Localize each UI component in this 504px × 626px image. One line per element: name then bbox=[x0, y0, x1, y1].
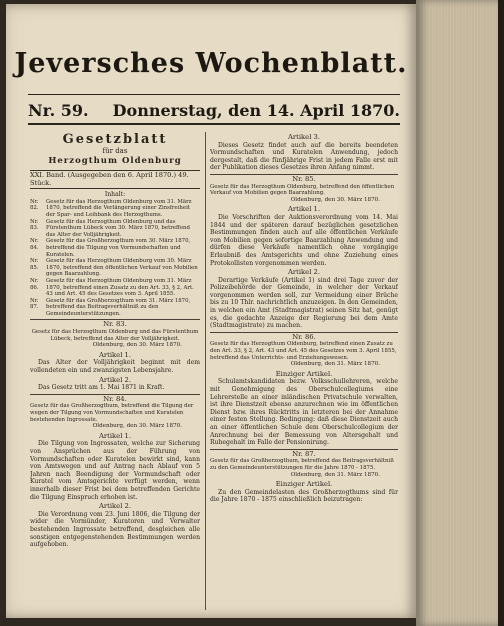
article-heading: Einziger Artikel. bbox=[275, 480, 333, 489]
law-86-title: Gesetz für das Herzogthum Oldenburg, betreffend einen Zusatz zu den Art. 33, § 2, Art. 43 und Art. 45 des Gesetzes vom 3. April 1855, betreffend das Unterrichts- und Erziehungswesen. bbox=[210, 341, 397, 361]
issue-date: Donnerstag, den 14. April 1870. bbox=[112, 101, 400, 120]
article-heading: Einziger Artikel. bbox=[275, 369, 333, 378]
article-text: Das Gesetz tritt am 1. Mai 1871 in Kraft. bbox=[38, 384, 165, 392]
law-85-date: Oldenburg, den 30. März 1870. bbox=[290, 196, 380, 203]
article-text: Das Alter der Volljährigkeit beginnt mit dem vollendeten ein und zwanzigsten Lebensjahre. bbox=[30, 359, 200, 375]
article-heading: Artikel 1. bbox=[98, 350, 132, 359]
book-edge-shadow bbox=[498, 0, 504, 626]
article-text: Schulamtskandidaten bezw. Volksschullehreren, welche mit Genehmigung des Oberschulcollegiums eine Lehrerstelle an einer inländischen Privatschule verwalten, ist ihre Dienstzeit ebenso anzurechnen wie im öffentlichen Dienst bzw. ihres Rücktritts in letzteren bei der Annahme einer festen Stellung. Bedingung: daß diese Dienstzeit auch an einer öffentlichen Schule dem Oberschulcollegium der Anrechnung bei der Bemessung von Altersgehalt und Ruhegehalt im Falle der Pensionirung. bbox=[210, 378, 398, 447]
book-page-edges bbox=[416, 0, 498, 626]
law-84-title: Gesetz für das Großherzogthum, betreffend die Tilgung der wegen der Tilgung von Vormundschaften und Kuratelen bestehenden Ingrossate. bbox=[30, 403, 194, 423]
article-heading: Artikel 3. bbox=[287, 133, 321, 141]
article-heading: Artikel 2. bbox=[98, 502, 132, 511]
gesetzblatt-state: Herzogthum Oldenburg bbox=[48, 156, 182, 166]
inhalt-heading: Inhalt: bbox=[104, 191, 126, 199]
band-line bbox=[30, 170, 200, 189]
masthead-rule-top bbox=[28, 94, 400, 95]
column-separator bbox=[205, 132, 206, 610]
article-text: Derartige Verkäufe (Artikel 1) sind drei Tage zuvor der Polizeibehörde der Gemeinde, in welcher der Verkauf vorgenommen werden soll, zur Vermeidung einer Brüche bis zu 10 Thlr. nachrichtlich anzuzeigen. In den Gemeinden, in welchen ein Amt (Stadtmagistrat) seinen Sitz hat, genügt es, die gedachte Anzeige der Regierung bei dem Amte (Stadtmagistrate) zu machen. bbox=[210, 276, 398, 330]
inhalt-item: Nr. 83. Gesetz für das Herzogthum Oldenburg und das Fürstenthum Lübeck vom 30. März 1870, betreffend das Alter der Volljährigkeit. bbox=[30, 218, 190, 238]
article-text: Dieses Gesetz findet auch auf die bereits beendeten Vormundschaften und Kuratelen Anwendung, jedoch dergestalt, daß die fünfjährige Frist in jedem Falle erst mit der Publikation dieses Gesetzes ihren Anfang nimmt. bbox=[210, 141, 398, 172]
law-87-title: Gesetz für das Großherzogthum, betreffend das Beitragsverhältniß zu den Gemeindeunterstützungen für die Jahre 1870 - 1875. bbox=[210, 458, 394, 471]
law-86-date: Oldenburg, den 31. März 1870. bbox=[290, 361, 380, 368]
article-heading: Artikel 2. bbox=[98, 375, 132, 384]
right-column bbox=[210, 132, 398, 612]
article-text: Die Tilgung von Ingrossaten, welche zur Sicherung von Ansprüchen aus der Führung von Vormundschaften oder Kuratelen bewirkt sind, kann von Amtswegen und auf Antrag nach Ablauf von 5 Jahren nach Beendigung der Vormundschaft oder Kuratel vom Amtsgerichte verfügt werden, wenn innerhalb dieser Frist bei dem betreffenden Gerichte die Tilgung Einspruch erhoben ist. bbox=[30, 440, 200, 501]
article-heading: Artikel 2. bbox=[287, 268, 321, 277]
article-text: Zu den Gemeindelasten des Großherzogthums sind für die Jahre 1870 - 1875 einschließlich beizutragen: bbox=[210, 488, 398, 504]
law-87-heading: Nr. 87. bbox=[210, 449, 398, 459]
inhalt-list bbox=[30, 199, 200, 318]
article-text: Die Vorschriften der Auktionsverordnung vom 14. Mai 1844 und der späteren darauf bezüglichen gesetzlichen Bestimmungen finden auch auf alle öffentlichen Verkäufe von Mobilien gegen sofortige Baarzahlung Anwendung und dürfen diese Verkäufe namentlich ohne vorgängige Erlaubniß des Amtsgerichts und ohne Zuziehung eines Protokollisten vorgenommen werden. bbox=[210, 213, 398, 267]
issue-line bbox=[28, 101, 400, 120]
law-85-title: Gesetz für das Herzogthum Oldenburg, betreffend den öffentlichen Verkauf von Mobilien gegen Baarzahlung. bbox=[210, 183, 395, 197]
inhalt-item: Nr. 86. Gesetz für das Herzogthum Oldenburg vom 31. März 1870, betreffend einen Zusatz zu den Art. 33, § 2, Art. 43 und Art. 45 des Gesetzes vom 3. April 1855. bbox=[30, 277, 194, 298]
gesetzblatt-title: Gesetzblatt bbox=[62, 132, 168, 147]
article-text: Die Verordnung vom 23. Juni 1806, die Tilgung der wider die Vormünder, Kuratoren und Verwalter bestehenden Ingrossate betreffend, desgleichen alle sonstigen entgegenstehenden Bestimmungen werden aufgehoben. bbox=[30, 510, 200, 549]
inhalt-item: Nr. 87. Gesetz für das Großherzogthum vom 31. März 1870, betreffend das Beitragsverhältniß zu den Gemeindeunterstützungen. bbox=[30, 297, 191, 317]
article-heading: Artikel 1. bbox=[287, 205, 321, 214]
law-83-date: Oldenburg, den 30. März 1870. bbox=[92, 342, 182, 349]
law-83-heading: Nr. 83. bbox=[30, 319, 200, 329]
inhalt-item: Nr. 85. Gesetz für das Herzogthum Oldenburg vom 30. März 1870, betreffend den öffentlichen Verkauf von Mobilien gegen Baarzahlung. bbox=[30, 258, 198, 278]
issue-number: Nr. 59. bbox=[28, 101, 89, 120]
inhalt-item: Nr. 84. Gesetz für das Großherzogthum vom 30. März 1870, betreffend die Tilgung von Vormundschaften und Kuratelen. bbox=[30, 238, 191, 258]
masthead-rule-bottom bbox=[28, 123, 400, 125]
left-column bbox=[30, 132, 200, 612]
law-83-title: Gesetz für das Herzogthum Oldenburg und das Fürstenthum Lübeck, betreffend das Alter der Volljährigkeit. bbox=[31, 329, 199, 342]
article-heading: Artikel 1. bbox=[98, 431, 132, 440]
masthead-title: Jeversches Wochenblatt. bbox=[14, 48, 408, 79]
law-87-date: Oldenburg, den 31. März 1870. bbox=[290, 471, 380, 478]
law-85-heading: Nr. 85. bbox=[210, 174, 398, 184]
law-84-heading: Nr. 84. bbox=[30, 394, 200, 404]
inhalt-item: Nr. 82. Gesetz für das Herzogthum Oldenburg vom 31. März 1870, betreffend die Verlängerung einer Zinsfreiheit der Spar- und Leihbank des Herzogthums. bbox=[30, 198, 192, 218]
law-86-heading: Nr. 86. bbox=[210, 332, 398, 342]
law-84-date: Oldenburg, den 30. März 1870. bbox=[92, 423, 182, 430]
band-text: XXI. Band. (Ausgegeben den 6. April 1870.) 49. Stück. bbox=[30, 171, 189, 187]
gesetzblatt-for: für das bbox=[102, 147, 128, 155]
newspaper-page bbox=[6, 4, 416, 618]
